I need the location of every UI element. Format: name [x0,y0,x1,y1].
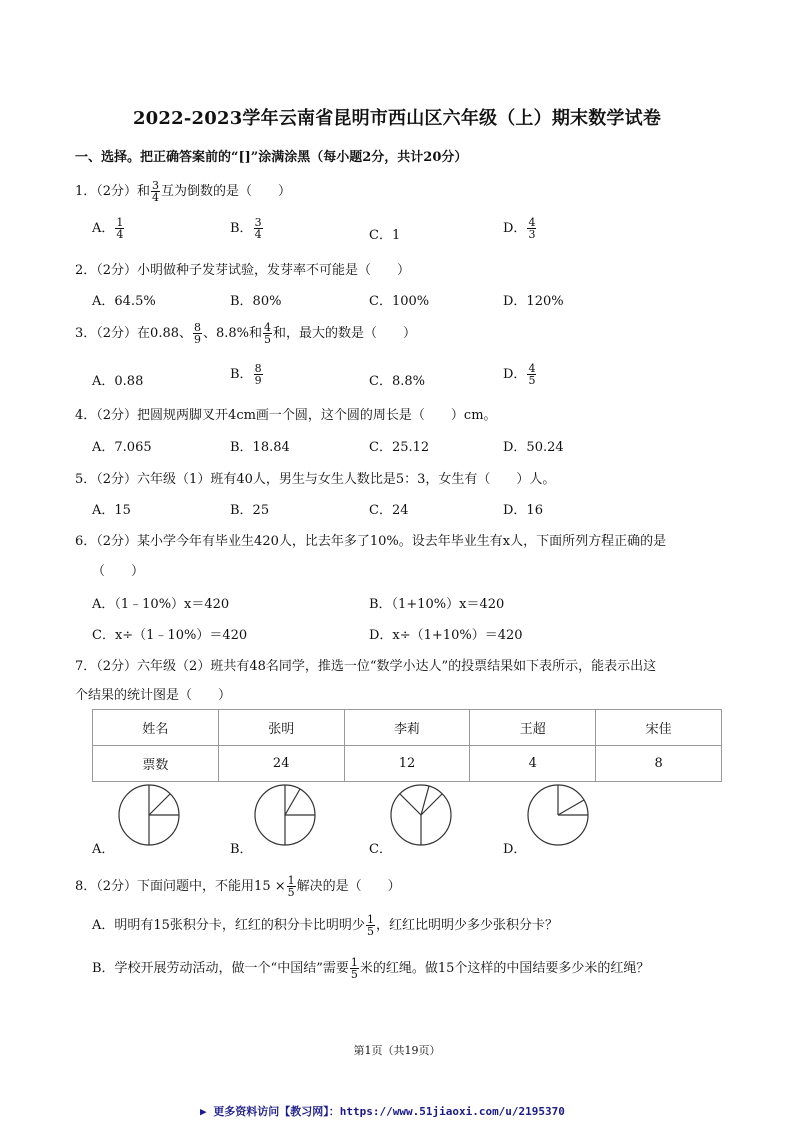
promo-link[interactable]: ▶ 更多资料访问【教习网】：https://www.51jiaoxi.com/u/2195370 [200,1105,565,1118]
question-6: 6．（2分）某小学今年有毕业生420人，比去年多了10%。设去年毕业生有x人，下面所列方程正确的是 [75,534,667,549]
question-7-cont: 个结果的统计图是（ ） [75,688,232,703]
table-header-cell: 宋佳 [596,710,722,746]
q5-option-a[interactable]: A．15 [92,503,131,518]
pie-chart-d [526,783,590,847]
vote-table [92,709,722,782]
question-1: 1．（2分）和 $\frac{3}{4}$ 互为倒数的是（ ） [75,179,292,204]
table-header-cell: 姓名 [93,710,219,746]
question-3: 3．（2分）在0.88、 $\frac{8}{9}$ 、8.8%和 $\frac{4}{5}$ 和，最大的数是（ ） [75,321,417,346]
fraction: $\frac{3}{4}$ [152,179,160,204]
section-heading: 一、选择。把正确答案前的“[]”涂满涂黑（每小题2分，共计20分） [75,150,468,165]
q6-option-a[interactable]: A．（1﹣10%）x＝420 [92,597,230,612]
q3-option-b[interactable]: B． $\frac{8}{9}$ [230,362,262,387]
q3-option-d[interactable]: D． $\frac{4}{5}$ [503,362,536,387]
q4-option-d[interactable]: D．50.24 [503,440,564,455]
table-row [93,746,722,782]
pie-chart-a [117,783,181,847]
q4-option-c[interactable]: C．25.12 [369,440,430,455]
q6-option-b[interactable]: B．（1+10%）x＝420 [369,597,505,612]
q5-option-c[interactable]: C．24 [369,503,409,518]
question-6-blank: （ ） [92,564,145,579]
page-footer: 第1页（共19页） [353,1044,441,1057]
question-8: 8．（2分）下面问题中，不能用15 × $\frac{1}{5}$ 解决的是（ ） [75,874,401,899]
table-header-cell: 李莉 [344,710,470,746]
table-header-cell: 王超 [470,710,596,746]
q7-option-d[interactable]: D． [503,842,527,857]
table-cell: 4 [470,746,596,782]
table-cell: 12 [344,746,470,782]
q1-option-a[interactable]: A． $\frac{1}{4}$ [92,216,124,241]
q6-option-d[interactable]: D．x÷（1+10%）＝420 [369,628,523,643]
table-cell: 24 [218,746,344,782]
table-cell: 8 [596,746,722,782]
table-cell: 票数 [93,746,219,782]
table-row [93,710,722,746]
q2-option-a[interactable]: A．64.5% [92,294,156,309]
pie-chart-c [389,783,453,847]
question-5: 5．（2分）六年级（1）班有40人，男生与女生人数比是5：3，女生有（ ）人。 [75,472,556,487]
q7-option-a[interactable]: A． [92,842,115,857]
q2-option-d[interactable]: D．120% [503,294,564,309]
q2-option-c[interactable]: C．100% [369,294,430,309]
q6-option-c[interactable]: C．x÷（1﹣10%）＝420 [92,628,248,643]
q4-option-a[interactable]: A．7.065 [92,440,152,455]
q7-option-b[interactable]: B． [230,842,253,857]
pie-chart-b [253,783,317,847]
question-2: 2．（2分）小明做种子发芽试验，发芽率不可能是（ ） [75,263,411,278]
exam-title: 2022-2023学年云南省昆明市西山区六年级（上）期末数学试卷 [132,108,662,129]
question-4: 4．（2分）把圆规两脚叉开4cm画一个圆，这个圆的周长是（ ）cm。 [75,408,497,423]
q7-option-c[interactable]: C． [369,842,392,857]
q1-option-c[interactable]: C．1 [369,228,401,243]
q3-option-a[interactable]: A．0.88 [92,374,144,389]
table-header-cell: 张明 [218,710,344,746]
q8-option-b[interactable]: B．学校开展劳动活动，做一个“中国结”需要 $\frac{1}{5}$ 米的红绳。做15个这样的中国结要多少米的红绳？ [92,956,650,981]
q1-option-b[interactable]: B． $\frac{3}{4}$ [230,216,262,241]
question-7: 7．（2分）六年级（2）班共有48名同学，推选一位“数学小达人”的投票结果如下表所示，能表示出这 [75,659,657,674]
q3-option-c[interactable]: C．8.8% [369,374,425,389]
q5-option-b[interactable]: B．25 [230,503,270,518]
q2-option-b[interactable]: B．80% [230,294,282,309]
q8-option-a[interactable]: A．明明有15张积分卡，红红的积分卡比明明少 $\frac{1}{5}$ ，红红比明明少多少张积分卡？ [92,913,558,938]
q4-option-b[interactable]: B．18.84 [230,440,290,455]
q5-option-d[interactable]: D．16 [503,503,543,518]
q1-option-d[interactable]: D． $\frac{4}{3}$ [503,216,536,241]
